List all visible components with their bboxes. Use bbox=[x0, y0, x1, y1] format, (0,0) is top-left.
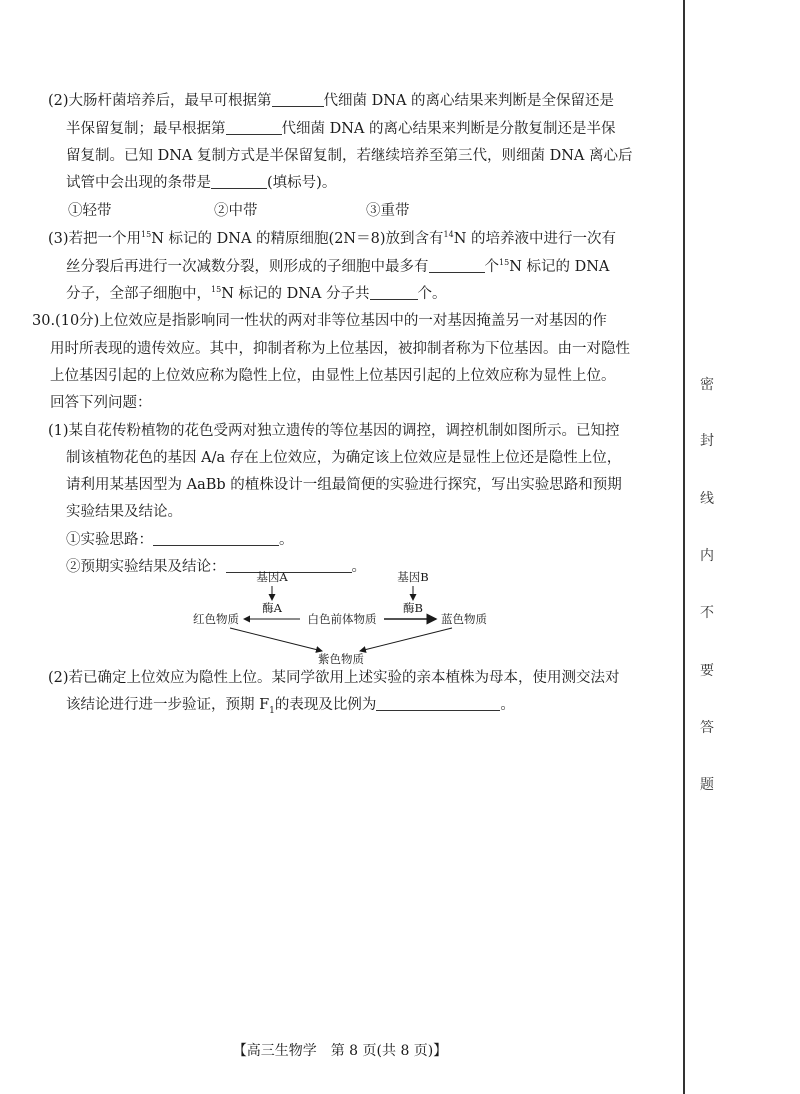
q30-1-line4: 实验结果及结论。 bbox=[66, 504, 182, 520]
red-substance-label: 红色物质 bbox=[193, 612, 239, 626]
enzyme-b-label: 酶B bbox=[403, 601, 423, 615]
answer-blank[interactable] bbox=[429, 256, 485, 273]
binding-char: 答 bbox=[700, 720, 714, 736]
answer-blank[interactable] bbox=[211, 172, 267, 189]
q30-intro-line4: 回答下列问题： bbox=[50, 395, 152, 411]
q30-1-idea: ①实验思路： 。 bbox=[66, 527, 294, 553]
q30-2-line2: 该结论进行进一步验证，预期 $F_1$的表现及比例为 。 bbox=[66, 692, 515, 718]
binding-char: 不 bbox=[700, 605, 714, 621]
purple-substance-label: 紫色物质 bbox=[318, 652, 364, 666]
q30-1-line3: 请利用某基因型为 AaBb 的植株设计一组最简便的实验进行探究，写出实验思路和预期 bbox=[66, 477, 622, 493]
q29-2-option2 bbox=[214, 198, 258, 224]
binding-char: 密 bbox=[700, 377, 714, 393]
binding-char: 封 bbox=[700, 433, 714, 449]
q30-1-result: ②预期实验结果及结论： 。 bbox=[66, 554, 366, 580]
q29-2-option3 bbox=[366, 198, 410, 224]
q29-2-line2: 半保留复制；最早根据第 代细菌 DNA 的离心结果来判断是分散复制还是半保 bbox=[66, 116, 616, 142]
binding-char: 要 bbox=[700, 663, 714, 679]
answer-blank[interactable] bbox=[226, 118, 282, 135]
option-light-band: ①轻带 bbox=[68, 203, 112, 219]
blue-to-purple-arrow bbox=[360, 628, 452, 651]
binding-char: 线 bbox=[700, 491, 714, 507]
white-precursor-label: 白色前体物质 bbox=[307, 612, 377, 626]
q29-2-line1: (2)大肠杆菌培养后，最早可根据第 代细菌 DNA 的离心结果来判断是全保留还是 bbox=[48, 88, 614, 114]
q30-intro-line3: 上位基因引起的上位效应称为隐性上位，由显性上位基因引起的上位效应称为显性上位。 bbox=[50, 368, 616, 384]
q29-3-line1: (3)若把一个用$^{15}$N 标记的 DNA 的精原细胞(2N＝8)放到含有$^{14}$N 的培养液中进行一次有 bbox=[48, 230, 616, 247]
answer-blank[interactable] bbox=[376, 694, 500, 711]
gene-b-label: 基因B bbox=[397, 570, 429, 584]
q30-1-line1: (1)某自花传粉植物的花色受两对独立遗传的等位基因的调控，调控机制如图所示。已知控 bbox=[48, 423, 620, 439]
binding-char: 题 bbox=[700, 777, 714, 793]
page-footer: 【高三生物学 第 8 页(共 8 页)】 bbox=[232, 1043, 448, 1059]
q29-2-line3: 留复制。已知 DNA 复制方式是半保留复制，若继续培养至第三代，则细菌 DNA 离心后 bbox=[66, 148, 633, 164]
q30-1-line2: 制该植物花色的基因 A/a 存在上位效应，为确定该上位效应是显性上位还是隐性上位， bbox=[66, 450, 622, 466]
q29-3-line3: 分子，全部子细胞中，$^{15}$N 标记的 DNA 分子共 个。 bbox=[66, 281, 447, 307]
q29-2-line4: 试管中会出现的条带是 (填标号)。 bbox=[66, 170, 336, 196]
option-middle-band: ②中带 bbox=[214, 203, 258, 219]
gene-a-label: 基因A bbox=[256, 570, 288, 584]
q29-2-options bbox=[68, 198, 112, 224]
enzyme-a-label: 酶A bbox=[262, 601, 282, 615]
answer-blank[interactable] bbox=[153, 529, 279, 546]
option-heavy-band: ③重带 bbox=[366, 203, 410, 219]
q29-3-line2: 丝分裂后再进行一次减数分裂，则形成的子细胞中最多有 个$^{15}$N 标记的 DNA bbox=[66, 254, 609, 280]
binding-line bbox=[683, 0, 685, 1094]
red-to-purple-arrow bbox=[230, 628, 322, 651]
q30-intro-line1: 30.(10分)上位效应是指影响同一性状的两对非等位基因中的一对基因掩盖另一对基因的作 bbox=[32, 313, 607, 329]
binding-char: 内 bbox=[700, 548, 714, 564]
answer-blank[interactable] bbox=[370, 283, 418, 300]
answer-blank[interactable] bbox=[272, 90, 324, 107]
blue-substance-label: 蓝色物质 bbox=[441, 612, 487, 626]
flower-color-pathway-diagram bbox=[180, 565, 510, 675]
q30-2-line1: (2)若已确定上位效应为隐性上位。某同学欲用上述实验的亲本植株为母本，使用测交法对 bbox=[48, 670, 620, 686]
q30-intro-line2: 用时所表现的遗传效应。其中，抑制者称为上位基因，被抑制者称为下位基因。由一对隐性 bbox=[50, 341, 630, 357]
